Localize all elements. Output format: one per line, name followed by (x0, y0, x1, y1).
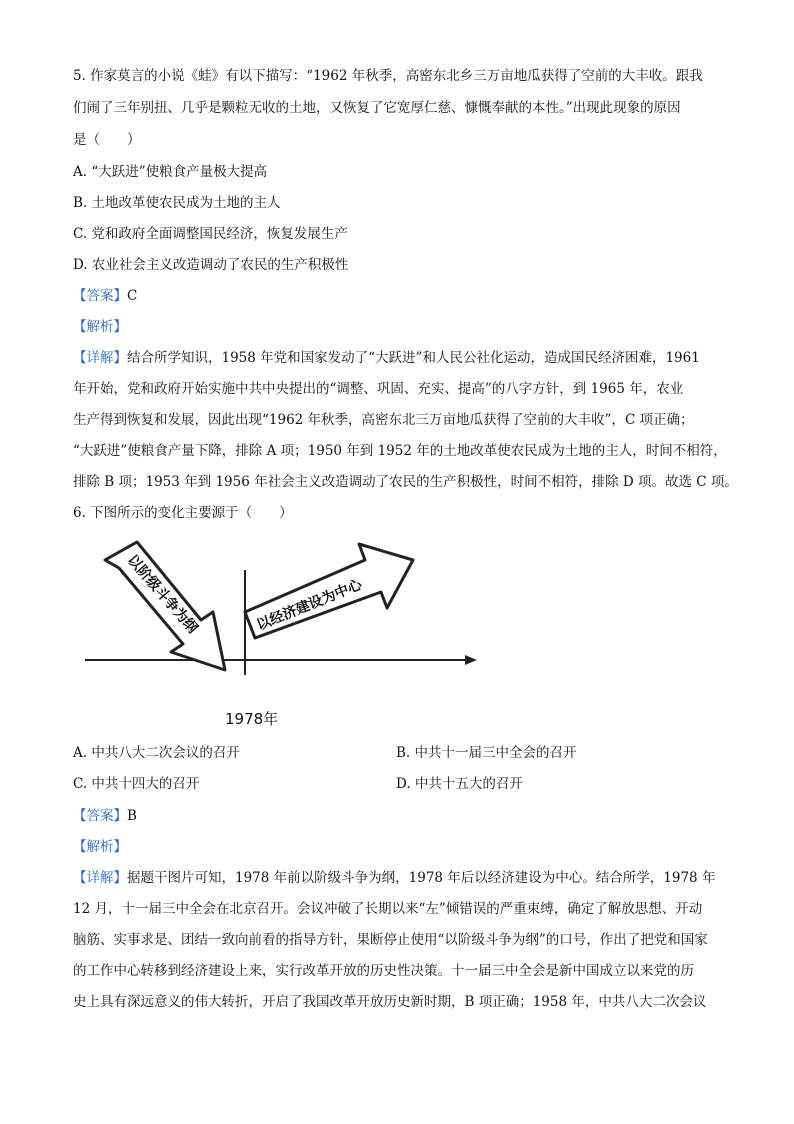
q5-detail-tag: 【详解】 (73, 350, 127, 366)
q5-detail-text-1: 结合所学知识，1958 年党和国家发动了“大跃进”和人民公社化运动，造成国民经济困难，1961 (127, 350, 700, 366)
figure-year-label: 1978年 (225, 710, 279, 728)
q6-option-b: B. 中共十一届三中全会的召开 (396, 745, 577, 761)
q6-option-d: D. 中共十五大的召开 (396, 776, 523, 792)
left-arrow-label: 以阶级斗争为纲 (123, 552, 201, 637)
q6-answer (73, 806, 137, 826)
right-arrow-label: 以经济建设为中心 (254, 576, 365, 634)
q5-option-d: D. 农业社会主义改造调动了农民的生产积极性 (73, 257, 349, 273)
q5-analysis-tag: 【解析】 (73, 319, 127, 335)
q5-answer-value: C (127, 288, 138, 304)
q5-detail-line-4: “大跃进”使粮食产量下降，排除 A 项；1950 年到 1952 年的土地改革使农民成为土地的主人，时间不相符， (73, 443, 727, 459)
q6-detail-line-5: 史上具有深远意义的伟大转折，开启了我国改革开放历史新时期，B 项正确；1958 年，中共八大二次会议 (73, 994, 707, 1010)
q6-detail-line-3: 脑筋、实事求是、团结一致向前看的指导方针，果断停止使用“以阶级斗争为纲”的口号，作出了把党和国家 (73, 932, 708, 948)
q5-answer-tag: 【答案】 (73, 288, 127, 304)
q6-detail-line-2: 12 月，十一届三中全会在北京召开。会议冲破了长期以来“左”倾错误的严重束缚，确定了解放思想、开动 (73, 901, 703, 917)
q6-detail-line-1 (73, 868, 715, 888)
q5-stem-line-2: 们闹了三年别扭、几乎是颗粒无收的土地，又恢复了它宽厚仁慈、慷慨奉献的本性。”出现此现象的原因 (73, 100, 681, 116)
q6-answer-value: B (127, 808, 137, 824)
q6-option-c: C. 中共十四大的召开 (73, 776, 200, 792)
q6-analysis-tag: 【解析】 (73, 839, 127, 855)
q6-figure (85, 530, 485, 740)
q6-analysis-heading (73, 837, 127, 857)
q6-stem: 6. 下图所示的变化主要源于（ ） (73, 505, 293, 521)
q6-detail-tag: 【详解】 (73, 870, 127, 886)
q5-stem-line-1: 5. 作家莫言的小说《蛙》有以下描写：“1962 年秋季，高密东北乡三万亩地瓜获得了空前的大丰收。跟我 (73, 68, 703, 84)
q5-answer (73, 286, 137, 306)
q5-detail-line-3: 生产得到恢复和发展，因此出现“1962 年秋季，高密东北三万亩地瓜获得了空前的大丰收”，C 项正确； (73, 412, 694, 428)
q5-detail-line-5: 排除 B 项；1953 年到 1956 年社会主义改造调动了农民的生产积极性，时间不相符，排除 D 项。故选 C 项。 (73, 474, 738, 490)
q6-answer-tag: 【答案】 (73, 808, 127, 824)
q5-option-a: A. “大跃进”使粮食产量极大提高 (73, 164, 268, 180)
q5-analysis-heading (73, 317, 127, 337)
q6-option-a: A. 中共八大二次会议的召开 (73, 745, 240, 761)
q6-detail-text-1: 据题干图片可知，1978 年前以阶级斗争为纲，1978 年后以经济建设为中心。结合所学，1978 年 (127, 870, 716, 886)
q6-detail-line-4: 的工作中心转移到经济建设上来，实行改革开放的历史性决策。十一届三中全会是新中国成立以来党的历 (73, 963, 694, 979)
axis-arrowhead (465, 655, 477, 665)
q5-stem-line-3: 是（ ） (73, 132, 141, 148)
q5-option-c: C. 党和政府全面调整国民经济，恢复发展生产 (73, 226, 348, 242)
q5-option-b: B. 土地改革使农民成为土地的主人 (73, 195, 281, 211)
q5-detail-line-1 (73, 348, 700, 368)
q5-detail-line-2: 年开始，党和政府开始实施中共中央提出的“调整、巩固、充实、提高”的八字方针，到 1965 年，农业 (73, 381, 684, 397)
